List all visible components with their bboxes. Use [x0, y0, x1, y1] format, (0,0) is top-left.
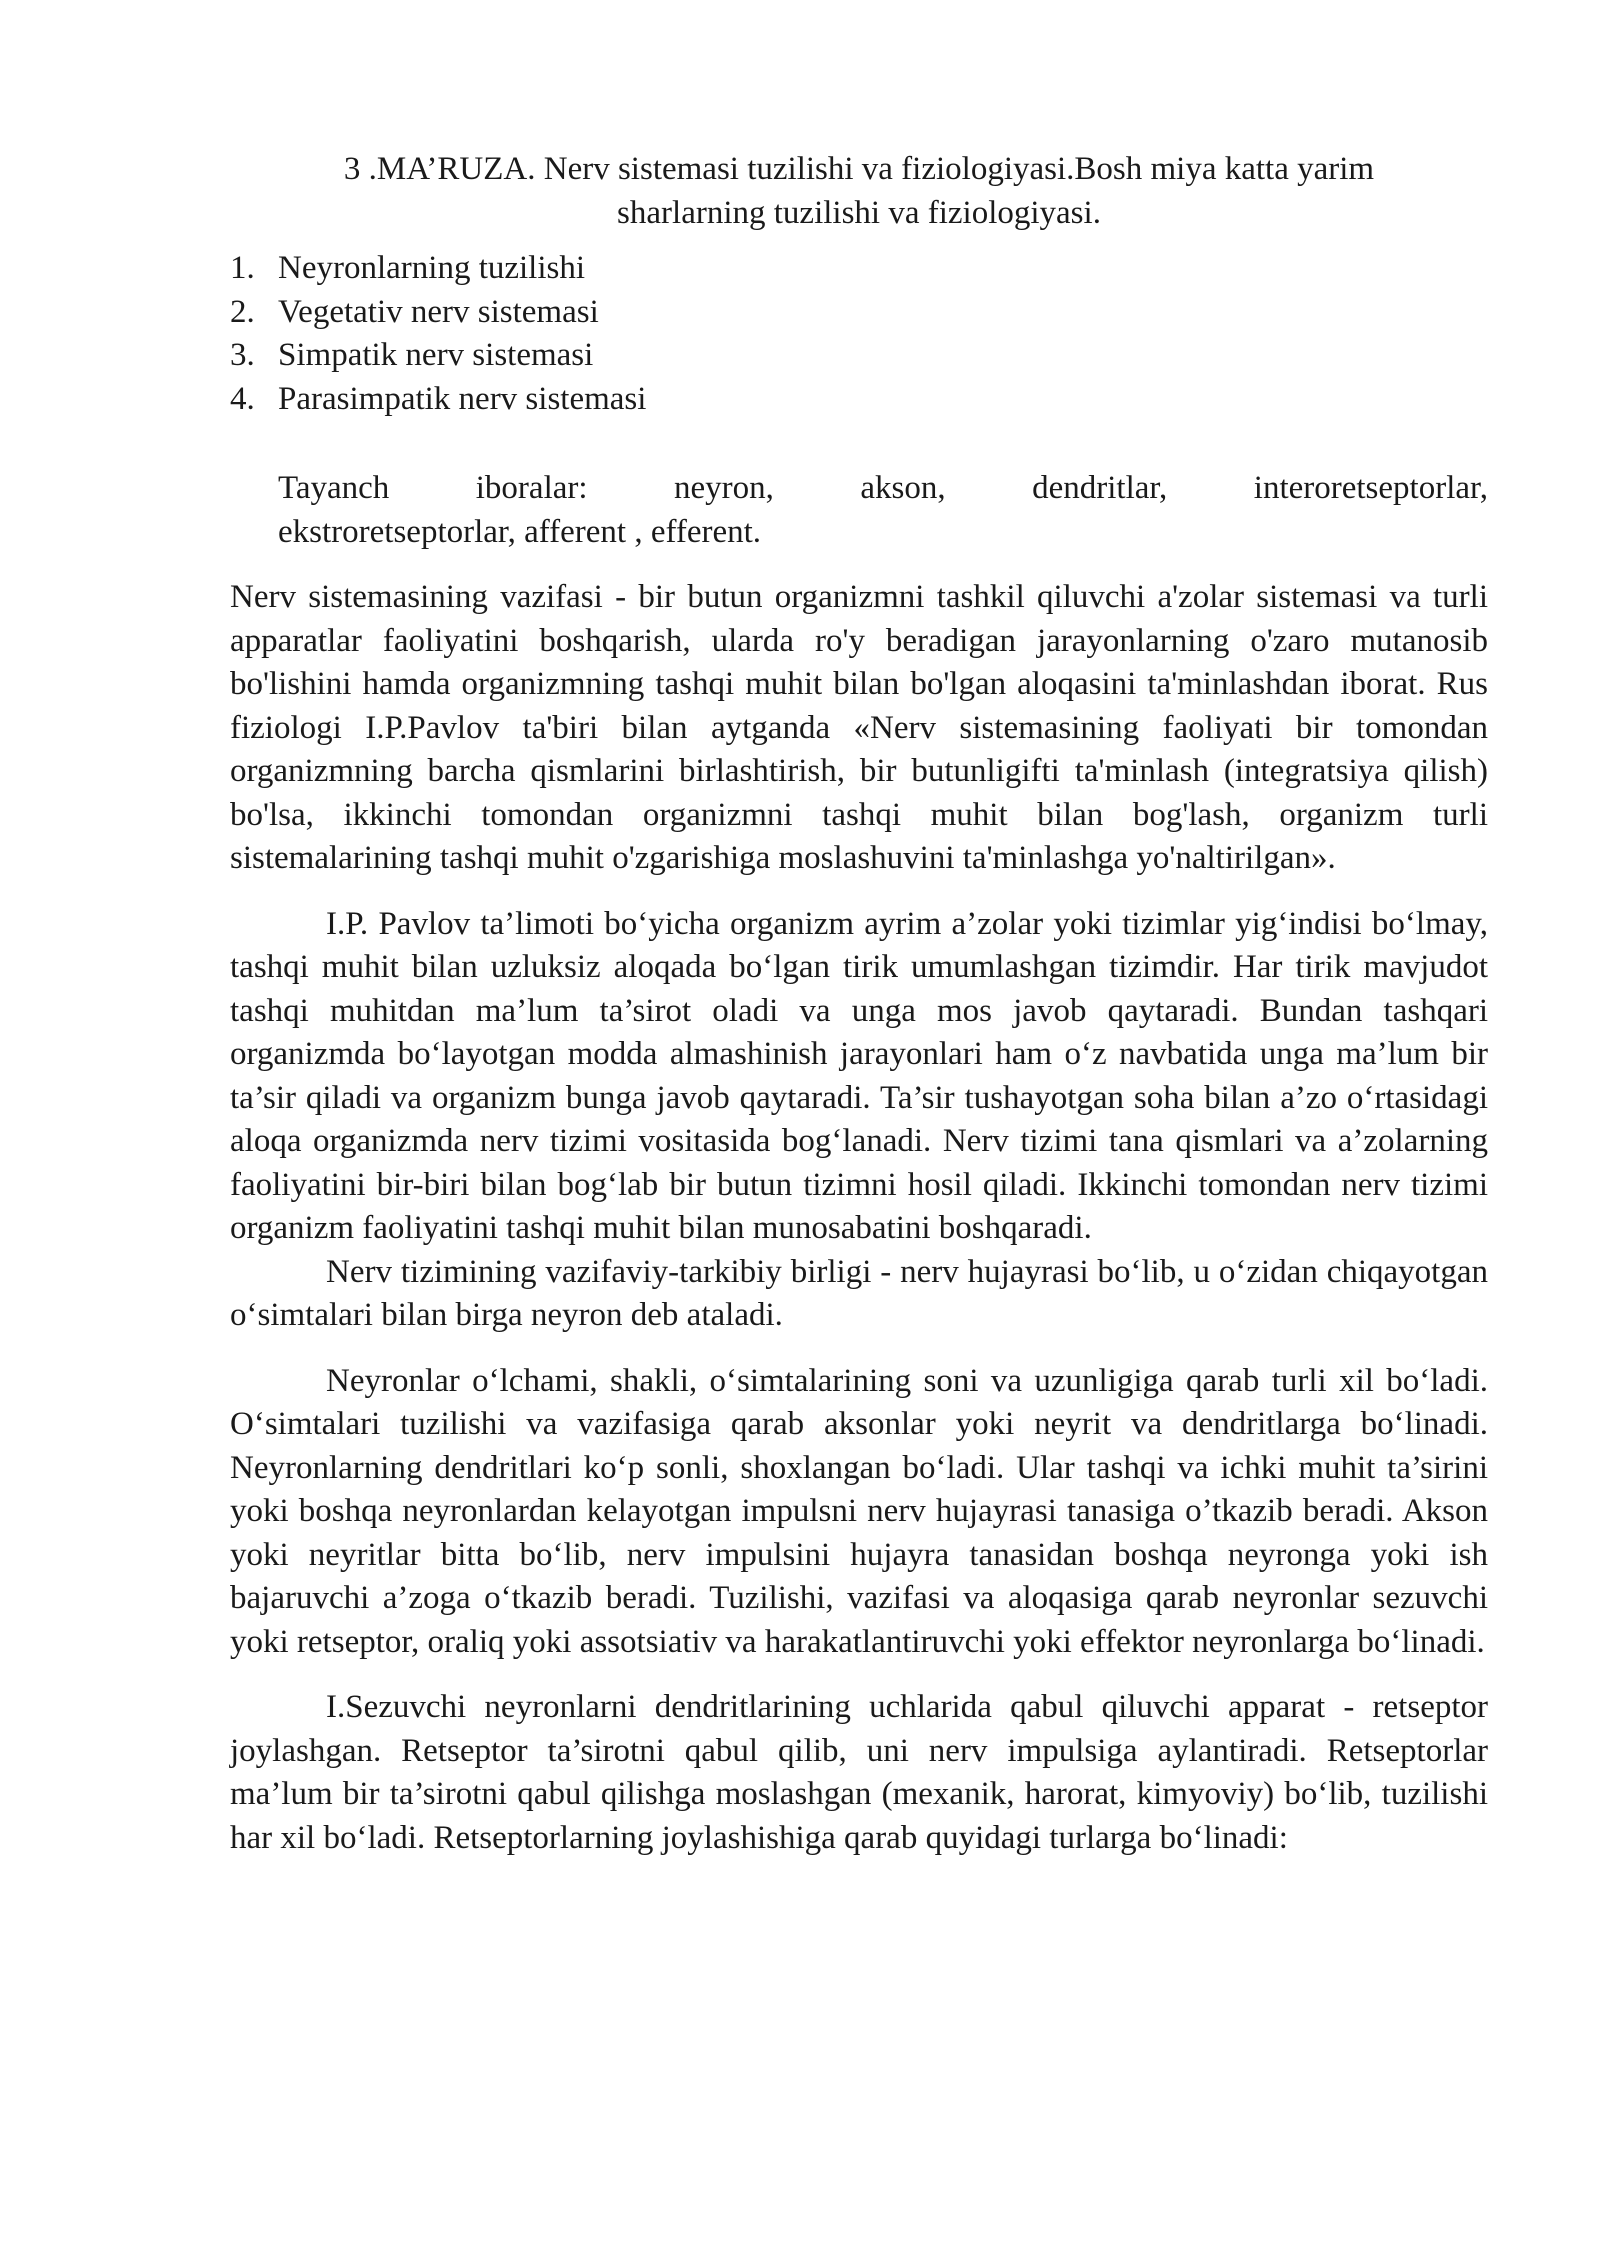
lecture-title-line-2: sharlarning tuzilishi va fiziologiyasi.	[617, 194, 1101, 231]
body-paragraph: I.P. Pavlov ta’limoti bo‘yicha organizm ayrim a’zolar yoki tizimlar yig‘indisi bo‘lmay, tashqi muhit bilan uzluksiz aloqada bo‘lgan tirik umumlashgan tizimdir. Har tirik mavjudot tashqi muhitdan ma’lum ta’sirot oladi va unga mos javob qaytaradi. Bundan tashqari organizmda bo‘layotgan modda almashinish jarayonlari ham o‘z navbatida unga ma’lum bir ta’sir qiladi va organizm bunga javob qaytaradi. Ta’sir tushayotgan soha bilan a’zo o‘rtasidagi aloqa organizmda nerv tizimi vositasida bog‘lanadi. Nerv tizimi tana qismlari va a’zolarning faoliyatini bir-biri bilan bog‘lab bir butun tizimni hosil qiladi. Ikkinchi tomondan nerv tizimi organizm faoliyatini tashqi muhit bilan munosabatini boshqaradi.	[230, 905, 1488, 1246]
keyword: neyron,	[674, 470, 774, 506]
topic-list-item	[230, 291, 1488, 335]
topic-number: 1.	[230, 250, 255, 286]
keyword: akson,	[860, 470, 946, 506]
body-paragraph: I.Sezuvchi neyronlarni dendritlarining uchlarida qabul qiluvchi apparat - retseptor joylashgan. Retseptor ta’sirotni qabul qilib, uni nerv impulsiga aylantiradi. Retseptorlar ma’lum bir ta’sirotni qabul qilishga moslashgan (mexanik, harorat, kimyoviy) bo‘lib, tuzilishi har xil bo‘ladi. Retseptorlarning joylashishiga qarab quyidagi turlarga bo‘linadi:	[230, 1689, 1488, 1856]
lecture-title-line-1: 3 .MA’RUZA. Nerv sistemasi tuzilishi va fiziologiyasi.Bosh miya katta yarim	[343, 151, 1375, 187]
document-page	[230, 148, 1488, 1860]
topic-number: 4.	[230, 380, 255, 417]
topic-number: 2.	[230, 293, 255, 330]
topic-text: Neyronlarning tuzilishi	[278, 250, 586, 286]
topic-text: Parasimpatik nerv sistemasi	[278, 380, 647, 417]
body-paragraph: Nerv sistemasining vazifasi - bir butun organizmni tashkil qiluvchi a'zolar sistemasi va turli apparatlar faoliyatini boshqarish, ularda ro'y beradigan jarayonlarning o'zaro mutanosib bo'lishini hamda organizmning tashqi muhit bilan bo'lgan aloqasini ta'minlashdan iborat. Rus fiziologi I.P.Pavlov ta'biri bilan aytganda «Nerv sistemasining faoliyati bir tomondan organizmning barcha qismlarini birlashtirish, bir butunligifti ta'minlash (integratsiya qilish) bo'lsa, ikkinchi tomondan organizmni tashqi muhit bilan bog'lash, organizm turli sistemalarining tashqi muhit o'zgarishiga moslashuvini ta'minlashga yo'naltirilgan».	[230, 579, 1488, 876]
keywords-line-2: ekstroretseptorlar, afferent , efferent.	[278, 513, 762, 550]
lecture-title	[230, 148, 1488, 235]
keyword: iboralar:	[475, 470, 588, 506]
keywords-block	[278, 467, 1488, 554]
topic-list-item	[230, 378, 1488, 422]
body-paragraph: Nerv tizimining vazifaviy-tarkibiy birligi - nerv hujayrasi bo‘lib, u o‘zidan chiqayotgan o‘simtalari bilan birga neyron deb ataladi.	[230, 1253, 1488, 1333]
topic-list-item	[230, 334, 1488, 378]
keyword: interoretseptorlar,	[1253, 470, 1488, 506]
keywords-line-1	[278, 467, 1488, 511]
topic-list	[230, 247, 1488, 421]
body-paragraph: Neyronlar o‘lchami, shakli, o‘simtalarining soni va uzunligiga qarab turli xil bo‘ladi. O‘simtalari tuzilishi va vazifasiga qarab aksonlar yoki neyrit va dendritlarga bo‘linadi. Neyronlarning dendritlari ko‘p sonli, shoxlangan bo‘ladi. Ular tashqi va ichki muhit ta’sirini yoki boshqa neyronlardan kelayotgan impulsni nerv hujayrasi tanasiga o’tkazib beradi. Akson yoki neyritlar bitta bo‘lib, nerv impulsini hujayra tanasidan boshqa neyronga yoki ish bajaruvchi a’zoga o‘tkazib beradi. Tuzilishi, vazifasi va aloqasiga qarab neyronlar sezuvchi yoki retseptor, oraliq yoki assotsiativ va harakatlantiruvchi yoki effektor neyronlarga bo‘linadi.	[230, 1362, 1488, 1660]
topic-number: 3.	[230, 337, 255, 373]
topic-text: Simpatik nerv sistemasi	[278, 337, 594, 373]
topic-list-item	[230, 247, 1488, 291]
keyword: dendritlar,	[1032, 470, 1168, 506]
topic-text: Vegetativ nerv sistemasi	[278, 293, 599, 330]
keyword: Tayanch	[278, 470, 390, 506]
